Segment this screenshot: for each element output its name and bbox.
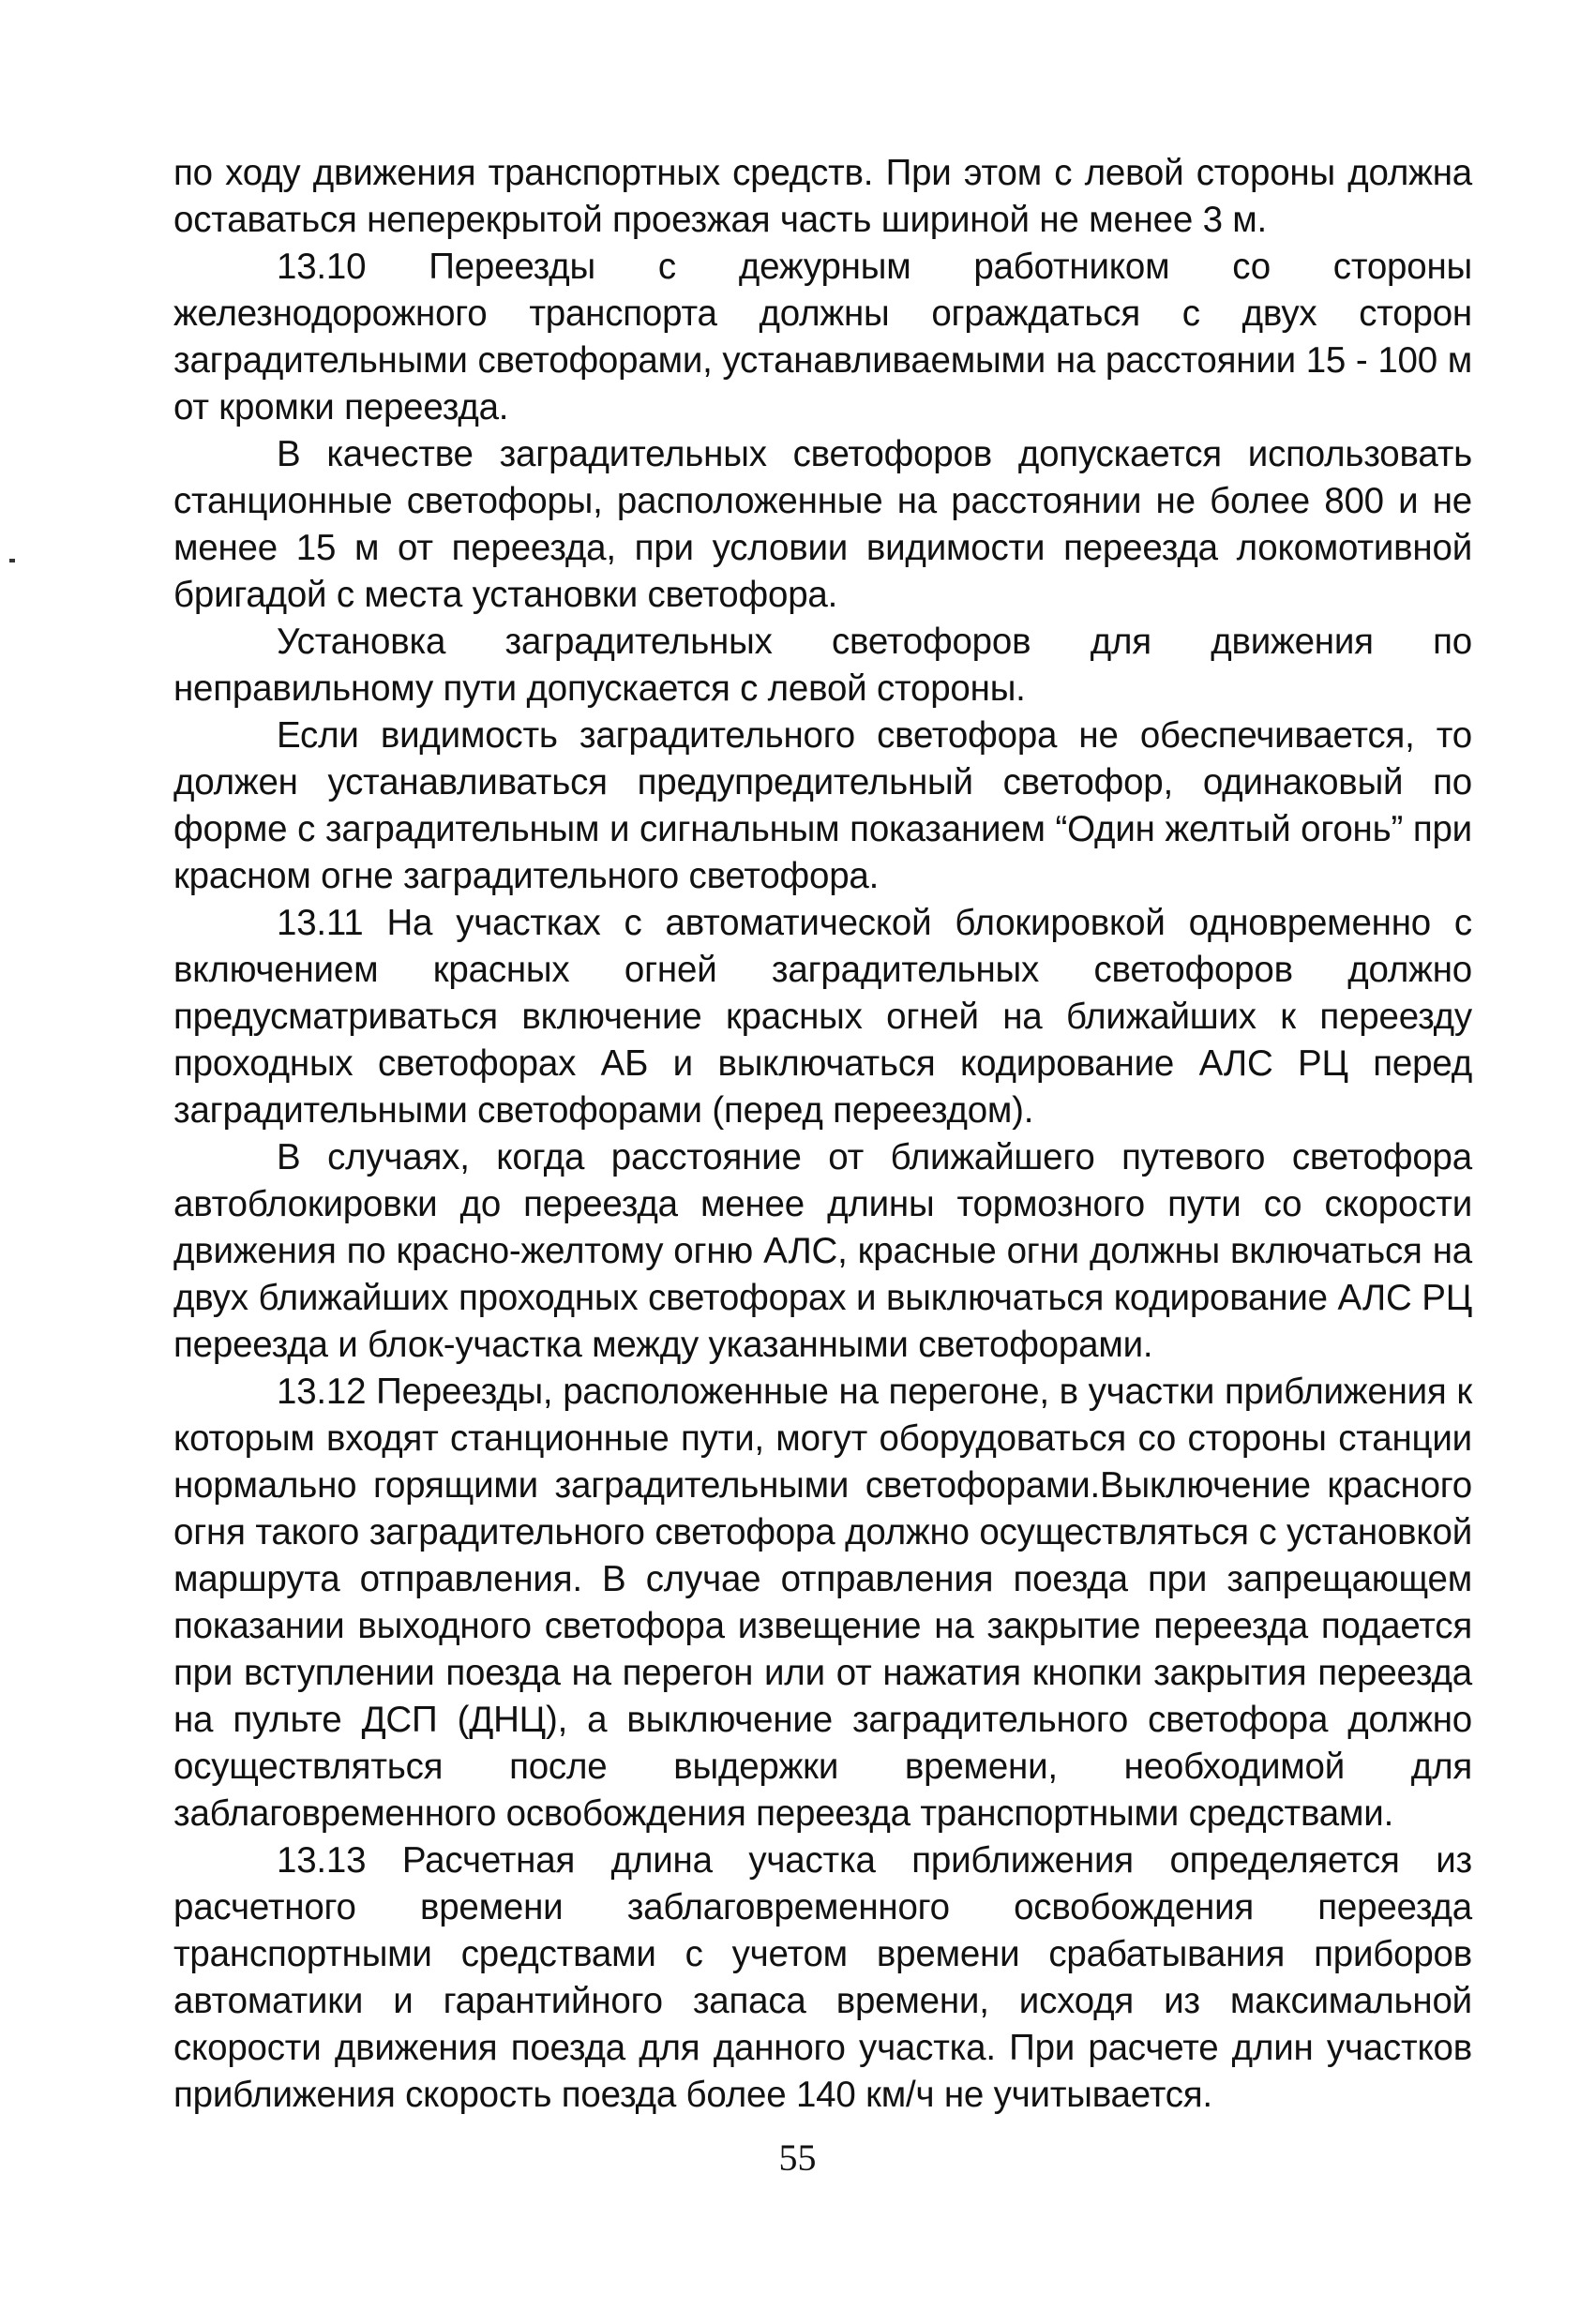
paragraph-wrong-track: Установка заградительных светофоров для движения по неправильному пути допускается с левой стороны. [173, 622, 1472, 709]
paragraph-13-10: 13.10 Переезды с дежурным работником со стороны железнодорожного транспорта должны ограждаться с двух сторон заградительными светофорами, устанавливаемыми на расстоянии 15 - 100 м от кромки переезда. [173, 247, 1472, 427]
page-number: 55 [778, 2137, 817, 2179]
paragraph-13-11: 13.11 На участках с автоматической блокировкой одновременно с включением красных огней заградительных светофоров должно предусматриваться включение красных огней на ближайших к переезду проходных светофорах АБ и выключаться кодирование АЛС РЦ перед заградительными светофорами (перед переездом). [173, 903, 1472, 1131]
paragraph-braking-distance: В случаях, когда расстояние от ближайшего путевого светофора автоблокировки до переезда менее длины тормозного пути со скорости движения по красно-желтому огню АЛС, красные огни должны включаться на двух ближайших проходных светофорах и выключаться кодирование АЛС РЦ переезда и блок-участка между указанными светофорами. [173, 1137, 1472, 1365]
paragraph-continuation: по ходу движения транспортных средств. При этом с левой стороны должна оставаться неперекрытой проезжая часть шириной не менее 3 м. [173, 153, 1472, 240]
paragraph-13-13: 13.13 Расчетная длина участка приближения определяется из расчетного времени заблаговременного освобождения переезда транспортными средствами с учетом времени срабатывания приборов автоматики и гарантийного запаса времени, исходя из максимальной скорости движения поезда для данного участка. При расчете длин участков приближения скорость поезда более 140 км/ч не учитывается. [173, 1840, 1472, 2115]
scan-edge-mark [9, 559, 15, 562]
paragraph-13-12: 13.12 Переезды, расположенные на перегоне, в участки приближения к которым входят станционные пути, могут оборудоваться со стороны станции нормально горящими заградительными светофорами.Выключение красного огня такого заградительного светофора должно осуществляться с установкой маршрута отправления. В случае отправления поезда при запрещающем показании выходного светофора извещение на закрытие переезда подается при вступлении поезда на перегон или от нажатия кнопки закрытия переезда на пульте ДСП (ДНЦ), а выключение заградительного светофора должно осуществляться после выдержки времени, необходимой для заблаговременного освобождения переезда транспортными средствами. [173, 1372, 1472, 1834]
document-body [173, 150, 1472, 2119]
paragraph-warning-signal: Если видимость заградительного светофора не обеспечивается, то должен устанавливаться предупредительный светофор, одинаковый по форме с заградительным и сигнальным показанием “Один желтый огонь” при красном огне заградительного светофора. [173, 715, 1472, 896]
paragraph-barrier-signals: В качестве заградительных светофоров допускается использовать станционные светофоры, расположенные на расстоянии не более 800 и не менее 15 м от переезда, при условии видимости переезда локомотивной бригадой с места установки светофора. [173, 434, 1472, 615]
